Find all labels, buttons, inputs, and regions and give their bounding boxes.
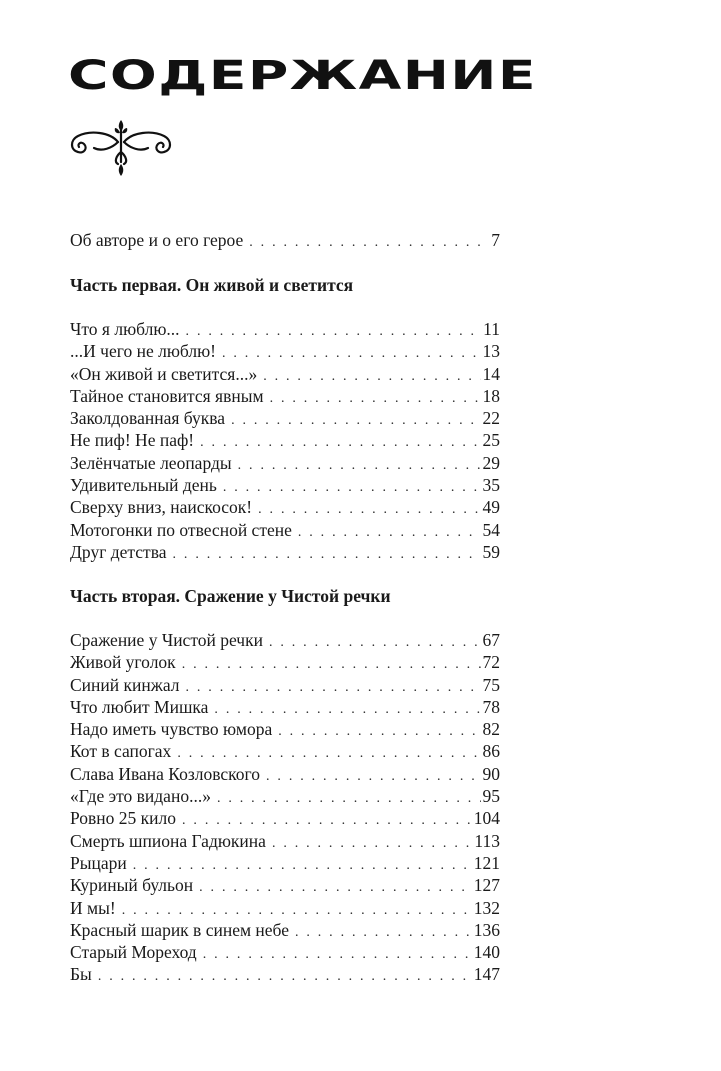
entry-page: 104 <box>473 808 500 829</box>
toc-entry[interactable] <box>70 318 500 340</box>
toc-entry[interactable] <box>70 941 500 963</box>
leader-dots <box>263 366 480 385</box>
entry-page: 11 <box>483 319 500 339</box>
leader-dots <box>199 877 472 896</box>
toc-entry[interactable] <box>70 452 500 474</box>
entry-page: 121 <box>473 852 500 873</box>
toc-entry[interactable] <box>70 963 500 985</box>
toc-entry[interactable] <box>70 519 500 541</box>
toc-entry[interactable] <box>70 807 500 829</box>
toc-entry[interactable] <box>70 363 500 385</box>
leader-dots <box>249 232 489 251</box>
toc-entry[interactable] <box>70 429 500 451</box>
leader-dots <box>203 944 472 963</box>
leader-dots <box>98 966 472 985</box>
leader-dots <box>223 477 481 496</box>
toc-entry[interactable] <box>70 496 500 518</box>
entry-page: 75 <box>482 674 500 695</box>
leader-dots <box>298 522 481 541</box>
entry-title: Красный шарик в синем небе <box>70 919 289 940</box>
leader-dots <box>272 833 472 852</box>
leader-dots <box>269 632 481 651</box>
leader-dots <box>177 743 480 762</box>
toc-entry[interactable] <box>70 763 500 785</box>
entry-page: 95 <box>482 786 500 807</box>
toc-entry[interactable] <box>70 474 500 496</box>
toc-entry[interactable] <box>70 785 500 807</box>
toc-entry[interactable] <box>70 740 500 762</box>
leader-dots <box>182 654 481 673</box>
entry-page: 132 <box>473 897 500 918</box>
leader-dots <box>270 388 481 407</box>
leader-dots <box>133 855 472 874</box>
entry-page: 29 <box>482 452 500 473</box>
leader-dots <box>278 721 480 740</box>
toc-entry[interactable] <box>70 385 500 407</box>
toc-entry[interactable] <box>70 718 500 740</box>
entry-page: 59 <box>482 541 500 562</box>
toc-intro <box>70 229 500 251</box>
leader-dots <box>173 544 481 563</box>
leader-dots <box>222 343 481 362</box>
entry-title: Слава Ивана Козловского <box>70 763 261 784</box>
entry-page: 78 <box>482 696 500 717</box>
leader-dots <box>295 922 472 941</box>
entry-page: 18 <box>482 385 500 406</box>
page-title: СОДЕРЖАНИЕ <box>68 53 537 99</box>
leader-dots <box>214 699 480 718</box>
entry-page: 82 <box>482 719 500 740</box>
entry-title: Кот в сапогах <box>70 741 172 762</box>
entry-page: 49 <box>482 497 500 518</box>
toc-entry[interactable] <box>70 541 500 563</box>
entry-title: Удивительный день <box>70 475 217 496</box>
entry-title: Синий кинжал <box>70 674 180 695</box>
entry-page: 7 <box>491 230 500 250</box>
toc-entry[interactable] <box>70 897 500 919</box>
toc-entry[interactable] <box>70 874 500 896</box>
leader-dots <box>122 900 472 919</box>
toc-entry[interactable] <box>70 407 500 429</box>
entry-page: 113 <box>474 830 500 851</box>
flourish-ornament-icon <box>66 118 176 178</box>
entry-title: Зелёнчатые леопарды <box>70 452 232 473</box>
entry-page: 14 <box>482 363 500 384</box>
leader-dots <box>182 810 472 829</box>
toc-entry[interactable] <box>70 919 500 941</box>
entry-page: 140 <box>473 942 500 963</box>
leader-dots <box>266 766 480 785</box>
entry-title: Живой уголок <box>70 652 176 673</box>
entry-page: 67 <box>482 630 500 650</box>
entry-title: Друг детства <box>70 541 167 562</box>
entry-title: «Где это видано...» <box>70 786 211 807</box>
toc-entry[interactable] <box>70 229 500 251</box>
entry-title: Что любит Мишка <box>70 696 209 717</box>
toc-entry[interactable] <box>70 340 500 362</box>
leader-dots <box>186 321 482 340</box>
entry-title: Рыцари <box>70 852 127 873</box>
leader-dots <box>217 788 481 807</box>
leader-dots <box>200 432 480 451</box>
leader-dots <box>231 410 480 429</box>
entry-title: Сражение у Чистой речки <box>70 630 263 650</box>
leader-dots <box>238 455 481 474</box>
entry-title: Надо иметь чувство юмора <box>70 719 273 740</box>
entry-title: Куриный бульон <box>70 875 194 896</box>
entry-page: 22 <box>482 408 500 429</box>
toc-entry[interactable] <box>70 830 500 852</box>
part-one-heading: Часть первая. Он живой и светится <box>70 275 354 295</box>
entry-title: Тайное становится явным <box>70 385 264 406</box>
entry-title: Не пиф! Не паф! <box>70 430 195 451</box>
entry-page: 136 <box>473 919 500 940</box>
part-two-heading: Часть вторая. Сражение у Чистой речки <box>70 586 391 606</box>
entry-page: 90 <box>482 763 500 784</box>
entry-page: 72 <box>482 652 500 673</box>
entry-page: 35 <box>482 475 500 496</box>
entry-title: Смерть шпиона Гадюкина <box>70 830 266 851</box>
toc-entry[interactable] <box>70 674 500 696</box>
entry-title: Мотогонки по отвесной стене <box>70 519 292 540</box>
entry-page: 25 <box>482 430 500 451</box>
entry-title: ...И чего не люблю! <box>70 341 216 362</box>
leader-dots <box>186 677 481 696</box>
entry-title: Сверху вниз, наискосок! <box>70 497 253 518</box>
entry-page: 54 <box>482 519 500 540</box>
toc-part-two <box>70 629 500 986</box>
toc-entry[interactable] <box>70 651 500 673</box>
entry-title: Бы <box>70 964 92 985</box>
toc-entry[interactable] <box>70 696 500 718</box>
entry-title: Заколдованная буква <box>70 408 226 429</box>
entry-title: Об авторе и о его герое <box>70 230 244 250</box>
entry-title: Старый Мореход <box>70 942 197 963</box>
entry-page: 13 <box>482 341 500 362</box>
entry-page: 127 <box>473 875 500 896</box>
entry-title: Ровно 25 кило <box>70 808 177 829</box>
entry-title: И мы! <box>70 897 116 918</box>
entry-page: 86 <box>482 741 500 762</box>
entry-title: «Он живой и светится...» <box>70 363 258 384</box>
toc-entry[interactable] <box>70 852 500 874</box>
toc-part-one <box>70 318 500 563</box>
leader-dots <box>258 499 480 518</box>
toc-entry[interactable] <box>70 629 500 651</box>
entry-title: Что я люблю... <box>70 319 180 339</box>
entry-page: 147 <box>473 964 500 985</box>
